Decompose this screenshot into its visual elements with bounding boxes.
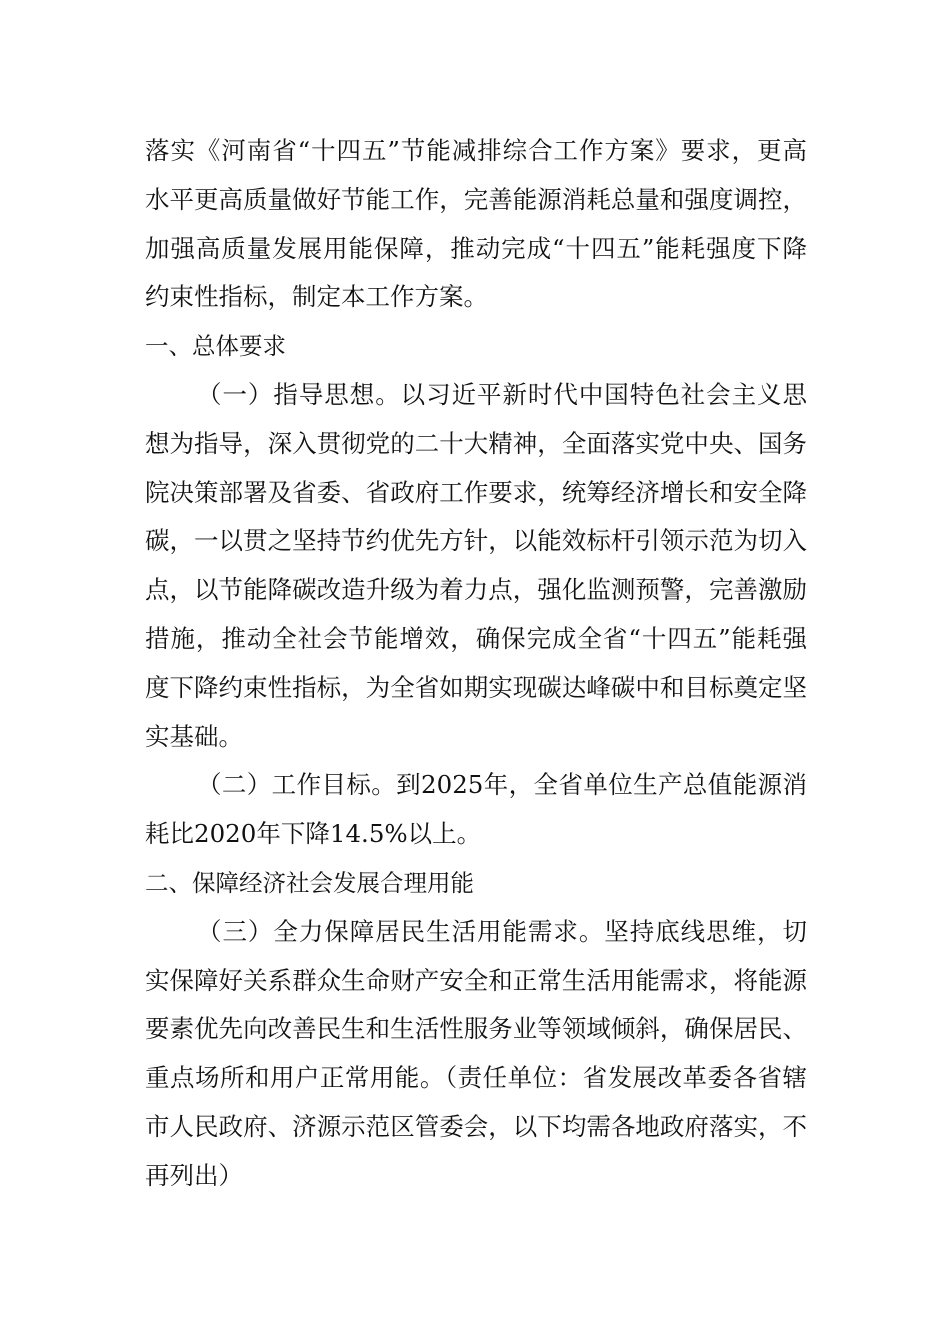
guiding-ideology-paragraph: （一）指导思想。以习近平新时代中国特色社会主义思想为指导，深入贯彻党的二十大精神，全面落实党中央、国务院决策部署及省委、省政府工作要求，统筹经济增长和安全降碳，一以贯之坚持节约优先方针，以能效标杆引领示范为切入点，以节能降碳改造升级为着力点，强化监测预警，完善激励措施，推动全社会节能增效，确保完成全省“十四五”能耗强度下降约束性指标，为全省如期实现碳达峰碳中和目标奠定坚实基础。 [145, 379, 807, 751]
resident-energy-paragraph: （三）全力保障居民生活用能需求。坚持底线思维，切实保障好关系群众生命财产安全和正常生活用能需求，将能源要素优先向改善民生和生活性服务业等领域倾斜，确保居民、重点场所和用户正常用能。（责任单位：省发展改革委各省辖市人民政府、济源示范区管委会，以下均需各地政府落实，不再列出） [145, 916, 807, 1190]
section-heading-energy-guarantee: 二、保障经济社会发展合理用能 [145, 868, 474, 897]
document-body [145, 127, 807, 1201]
section-heading-general-requirements: 一、总体要求 [145, 332, 286, 361]
work-target-paragraph: （二）工作目标。到2025年，全省单位生产总值能源消耗比2020年下降14.5%以上。 [145, 770, 807, 849]
intro-paragraph: 落实《河南省“十四五”节能减排综合工作方案》要求，更高水平更高质量做好节能工作，完善能源消耗总量和强度调控，加强高质量发展用能保障，推动完成“十四五”能耗强度下降约束性指标，制定本工作方案。 [145, 136, 807, 312]
